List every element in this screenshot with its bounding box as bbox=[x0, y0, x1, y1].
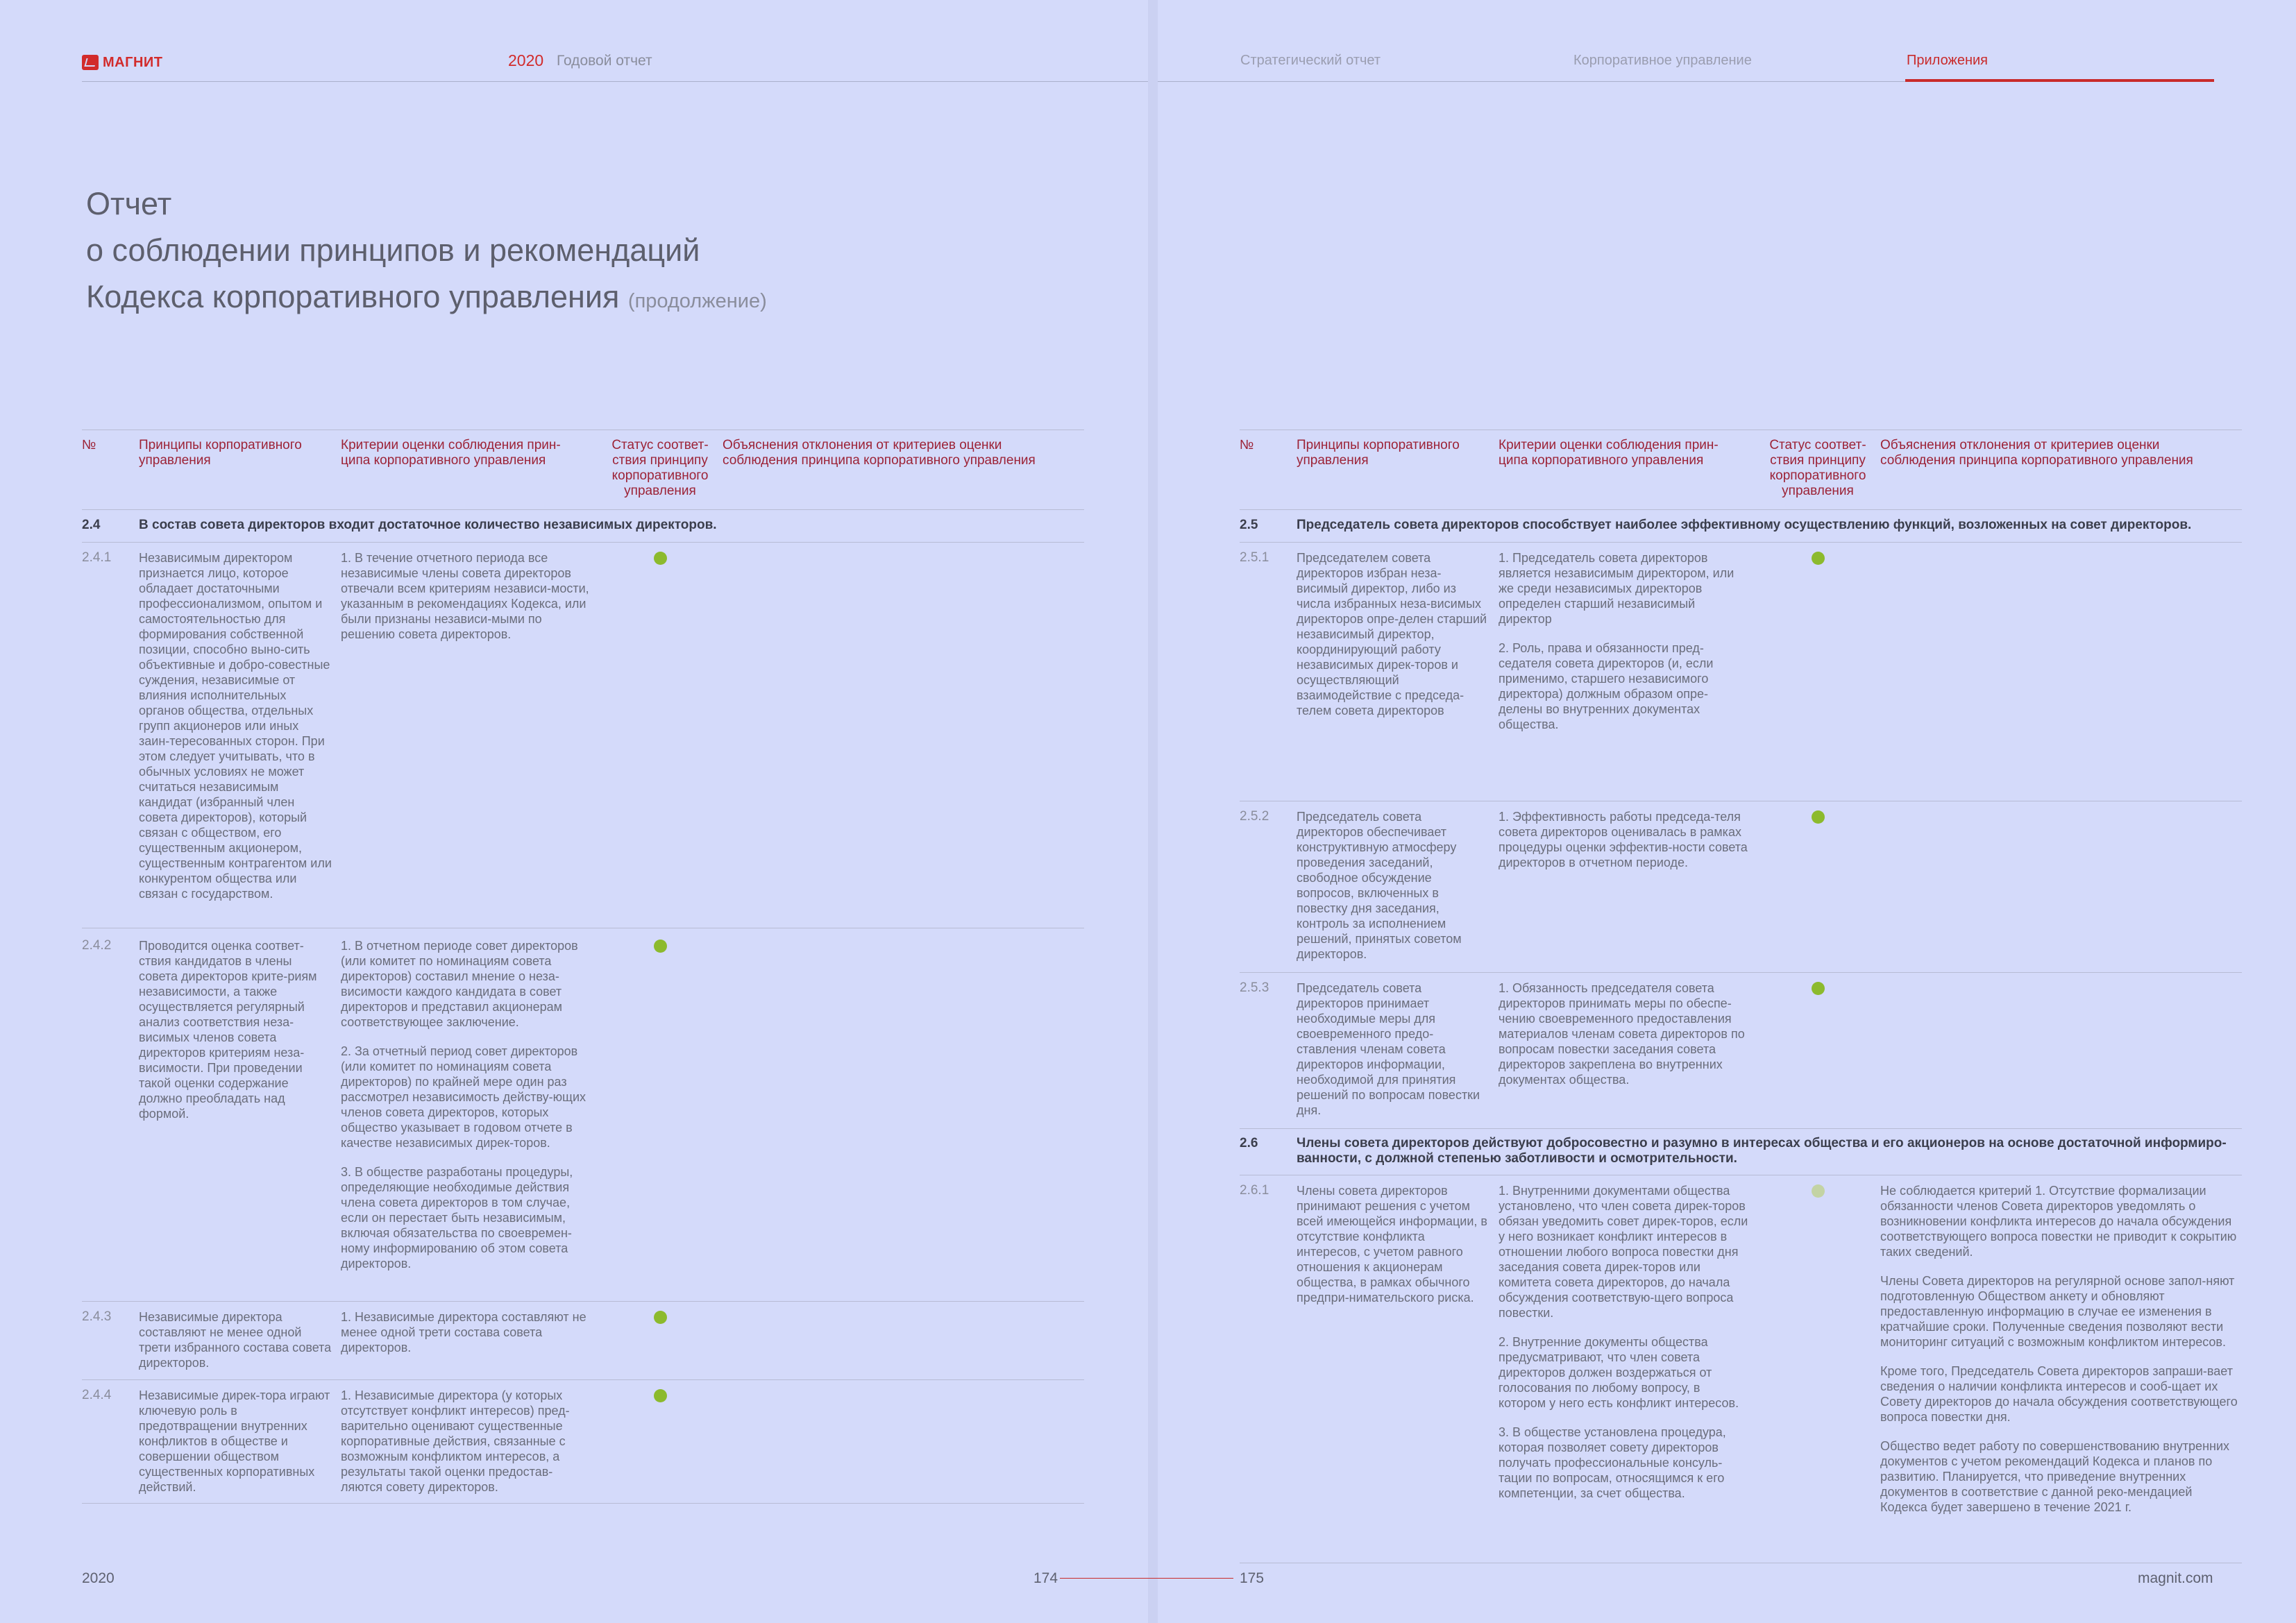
section-number: 2.6 bbox=[1240, 1136, 1258, 1150]
table-bottom-rule bbox=[82, 1503, 1084, 1504]
row-explanation bbox=[1880, 1183, 2238, 1515]
criteria-item: 1. В отчетном периоде совет директоров (или комитет по номинациям совета директоров) составил мнение о неза-висимости каждого кандидата в совет директоров и представил акционерам соответствующее заключение. bbox=[341, 939, 578, 1029]
col-header-principle: Принципы корпоративного управления bbox=[139, 438, 302, 468]
row-principle: Независимым директором признается лицо, которое обладает достаточными профессионализмом, опытом и самостоятельностью для формирования собственной позиции, способно выно-сить объективные и добро-совестные суждения, независимые от влияния исполнительных органов общества, отдельных групп акционеров или иных заин-тересованных сторон. При этом следует учитывать, что в обычных условиях не может считаться независимым кандидат (избранный член совета директоров), который связан с обществом, его существенным акционером, существенным контрагентом или конкурентом общества или связан с государством. bbox=[139, 551, 332, 901]
row-number: 2.5.2 bbox=[1240, 809, 1269, 824]
logo-text: МАГНИТ bbox=[103, 54, 163, 70]
footer-page-divider bbox=[1060, 1578, 1233, 1579]
explanation-paragraph: Не соблюдается критерий 1. Отсутствие формализации обязанности членов Совета директоров уведомлять о возникновении конфликта интересов до начала обсуждения соответствующего вопроса повестки не приводит к сокрытию таких сведений. bbox=[1880, 1184, 2237, 1259]
row-criteria bbox=[1499, 980, 1748, 1087]
row-number: 2.4.3 bbox=[82, 1309, 112, 1324]
row-number: 2.4.4 bbox=[82, 1388, 112, 1402]
title-line-2: о соблюдении принципов и рекомендаций bbox=[86, 232, 700, 268]
row-number: 2.5.1 bbox=[1240, 550, 1269, 565]
nav-strategic-report[interactable]: Стратегический отчет bbox=[1240, 53, 1381, 68]
title-continued: (продолжение) bbox=[627, 290, 767, 312]
section-number: 2.4 bbox=[82, 518, 101, 532]
criteria-item: 1. Независимые директора составляют не менее одной трети состава совета директоров. bbox=[341, 1310, 586, 1354]
status-compliant-icon bbox=[654, 552, 667, 565]
compliance-table-left bbox=[82, 430, 1084, 1505]
header-divider-left bbox=[82, 81, 1148, 82]
section-title: Члены совета директоров действуют добросовестно и разумно в интересах общества и его акционеров на основе достаточной информиро-ванности, с должной степенью заботливости и осмотрительности. bbox=[1297, 1136, 2227, 1166]
row-criteria bbox=[341, 1388, 591, 1495]
title-line-1: Отчет bbox=[86, 186, 172, 221]
row-number: 2.5.3 bbox=[1240, 980, 1269, 995]
criteria-item: 3. В обществе разработаны процедуры, определяющие необходимые действия члена совета директоров в том случае, если он перестает быть независимым, включая обязательства по своевремен-ному информированию об этом совета директоров. bbox=[341, 1165, 573, 1271]
status-compliant-icon bbox=[654, 1389, 667, 1402]
row-principle: Председатель совета директоров обеспечивает конструктивную атмосферу проведения заседаний, свободное обсуждение вопросов, включенных в повестку дня заседания, контроль за исполнением решений, принятых советом директоров. bbox=[1297, 810, 1462, 961]
nav-active-underline bbox=[1905, 79, 2214, 82]
site-link[interactable]: magnit.com bbox=[2138, 1570, 2213, 1586]
nav-corporate-governance[interactable]: Корпоративное управление bbox=[1573, 53, 1752, 68]
row-principle: Члены совета директоров принимают решения с учетом всей имеющейся информации, в отсутствие конфликта интересов, с учетом равного отношения к акционерам общества, в рамках обычного предпри-нимательского риска. bbox=[1297, 1184, 1487, 1305]
row-rule bbox=[1240, 972, 2242, 973]
title-line-3 bbox=[86, 273, 767, 325]
criteria-item: 2. Внутренние документы общества предусматривают, что член совета директоров должен воздержаться от голосования по любому вопросу, в котором у него есть конфликт интересов. bbox=[1499, 1335, 1739, 1410]
col-header-num: № bbox=[1240, 438, 1254, 452]
row-principle: Председатель совета директоров принимает необходимые меры для своевременного предо-ставления членам совета директоров информации, необходимой для принятия решений по вопросам повестки дня. bbox=[1297, 981, 1480, 1117]
magnit-logo-icon bbox=[82, 55, 99, 70]
page-title bbox=[86, 180, 767, 325]
criteria-item: 2. За отчетный период совет директоров (или комитет по номинациям совета директоров) по крайней мере один раз рассмотрел независимость действу-ющих членов совета директоров, которых общество указывает в годовом отчете в качестве независимых дирек-торов. bbox=[341, 1044, 586, 1150]
criteria-item: 1. Председатель совета директоров является независимым директором, или же среди независимых директоров определен старший независимый директор bbox=[1499, 551, 1734, 626]
status-partial-icon bbox=[1812, 1184, 1825, 1198]
row-principle: Председателем совета директоров избран неза-висимый директор, либо из числа избранных неза-висимых директоров опре-делен старший независимый директор, координирующий работу независимых дирек-торов и осуществляющий взаимодействие с председа-телем совета директоров bbox=[1297, 551, 1487, 717]
section-rule bbox=[82, 542, 1084, 543]
row-number: 2.4.1 bbox=[82, 550, 112, 565]
row-criteria bbox=[341, 550, 591, 642]
criteria-item: 1. Обязанность председателя совета директоров принимать меры по обеспе-чению своевременного предоставления материалов членам совета директоров по вопросам повестки заседания совета директоров закреплена во внутренних документах общества. bbox=[1499, 981, 1745, 1087]
explanation-paragraph: Члены Совета директоров на регулярной основе запол-няют подготовленную Обществом анкету и обновляют предоставленную информацию в случае ее изменения в кратчайшие сроки. Полученные сведения позволяют вести мониторинг ситуаций с возможным конфликтом интересов. bbox=[1880, 1274, 2235, 1349]
status-compliant-icon bbox=[654, 1311, 667, 1324]
status-compliant-icon bbox=[654, 940, 667, 953]
col-header-num: № bbox=[82, 438, 96, 452]
header-bottom-rule bbox=[1240, 509, 2242, 510]
nav-appendices[interactable]: Приложения bbox=[1907, 53, 1989, 68]
row-number: 2.6.1 bbox=[1240, 1183, 1269, 1198]
criteria-item: 1. В течение отчетного периода все независимые члены совета директоров отвечали всем критериям независи-мости, указанным в рекомендациях Кодекса, или были признаны независи-мыми по решению совета директоров. bbox=[341, 551, 589, 641]
section-rule bbox=[1240, 542, 2242, 543]
explanation-paragraph: Кроме того, Председатель Совета директоров запраши-вает сведения о наличии конфликта интересов и сооб-щает их Совету директоров до начала обсуждения соответствующего вопроса повестки дня. bbox=[1880, 1364, 2238, 1424]
criteria-item: 1. Независимые директора (у которых отсутствует конфликт интересов) пред-варительно оценивают существенные корпоративные действия, связанные с возможным конфликтом интересов, а результаты такой оценки предостав-ляются совету директоров. bbox=[341, 1388, 570, 1494]
row-criteria bbox=[341, 1309, 591, 1355]
col-header-status: Статус соответ-ствия принципу корпоративного управления bbox=[1769, 438, 1866, 498]
title-line-3-text: Кодекса корпоративного управления bbox=[86, 279, 620, 314]
compliance-table-right bbox=[1240, 430, 2242, 1567]
criteria-item: 2. Роль, права и обязанности пред-седателя совета директоров (и, если применимо, старшего независимого директора) должным образом опре-делены во внутренних документах общества. bbox=[1499, 641, 1714, 731]
criteria-item: 1. Эффективность работы председа-теля совета директоров оценивалась в рамках процедуры оценки эффектив-ности совета директоров в отчетном периоде. bbox=[1499, 810, 1748, 869]
row-criteria bbox=[1499, 550, 1748, 732]
header-year: 2020 bbox=[508, 51, 544, 69]
section-title: В состав совета директоров входит достаточное количество независимых директоров. bbox=[139, 518, 717, 532]
header-report-title: Годовой отчет bbox=[557, 53, 652, 69]
col-header-status: Статус соответ-ствия принципу корпоративного управления bbox=[611, 438, 709, 498]
row-criteria bbox=[341, 938, 591, 1271]
status-compliant-icon bbox=[1812, 552, 1825, 565]
criteria-item: 1. Внутренними документами общества установлено, что член совета дирек-торов обязан уведомить совет дирек-торов, если у него возникает конфликт интересов в отношении любого вопроса повестки дня заседания совета дирек-торов или комитета совета директоров, до начала обсуждения соответствую-щего вопроса повестки. bbox=[1499, 1184, 1748, 1320]
section-rule bbox=[1240, 1128, 2242, 1129]
col-header-principle: Принципы корпоративного управления bbox=[1297, 438, 1460, 468]
row-principle: Независимые дирек-тора играют ключевую роль в предотвращении внутренних конфликтов в обществе и совершении обществом существенных корпоративных действий. bbox=[139, 1388, 330, 1494]
row-criteria bbox=[1499, 1183, 1748, 1501]
footer-year: 2020 bbox=[82, 1570, 115, 1586]
section-title: Председатель совета директоров способствует наиболее эффективному осуществлению функций, возложенных на совет директоров. bbox=[1297, 518, 2192, 532]
page-number-left: 174 bbox=[1033, 1570, 1058, 1586]
section-number: 2.5 bbox=[1240, 518, 1258, 532]
row-principle: Независимые директора составляют не менее одной трети избранного состава совета директоров. bbox=[139, 1310, 332, 1370]
status-compliant-icon bbox=[1812, 982, 1825, 995]
row-rule bbox=[82, 1301, 1084, 1302]
col-header-criteria: Критерии оценки соблюдения прин-ципа корпоративного управления bbox=[1499, 438, 1719, 468]
row-criteria bbox=[1499, 809, 1748, 870]
header-bottom-rule bbox=[82, 509, 1084, 510]
row-principle: Проводится оценка соответ-ствия кандидатов в члены совета директоров крите-риям независимости, а также осуществляется регулярный анализ соответствия неза-висимых членов совета директоров критериям неза-висимости. При проведении такой оценки содержание должно преобладать над формой. bbox=[139, 939, 317, 1121]
col-header-criteria: Критерии оценки соблюдения прин-ципа корпоративного управления bbox=[341, 438, 561, 468]
explanation-paragraph: Общество ведет работу по совершенствованию внутренних документов с учетом рекомендаций Кодекса и планов по развитию. Планируется, что приведение внутренних документов в соответствие с данной реко-мендацией Кодекса будет завершено в течение 2021 г. bbox=[1880, 1439, 2230, 1514]
page-number-right: 175 bbox=[1240, 1570, 1265, 1586]
col-header-explanation: Объяснения отклонения от критериев оценки соблюдения принципа корпоративного управления bbox=[723, 438, 1036, 468]
page-spine bbox=[1148, 0, 1158, 1623]
row-rule bbox=[82, 1379, 1084, 1380]
row-number: 2.4.2 bbox=[82, 938, 112, 953]
col-header-explanation: Объяснения отклонения от критериев оценки соблюдения принципа корпоративного управления bbox=[1880, 438, 2193, 468]
magnit-logo[interactable] bbox=[82, 54, 162, 71]
status-compliant-icon bbox=[1812, 810, 1825, 824]
criteria-item: 3. В обществе установлена процедура, которая позволяет совету директоров получать профессиональные консуль-тации по вопросам, относящимся к его компетенции, за счет общества. bbox=[1499, 1425, 1726, 1500]
